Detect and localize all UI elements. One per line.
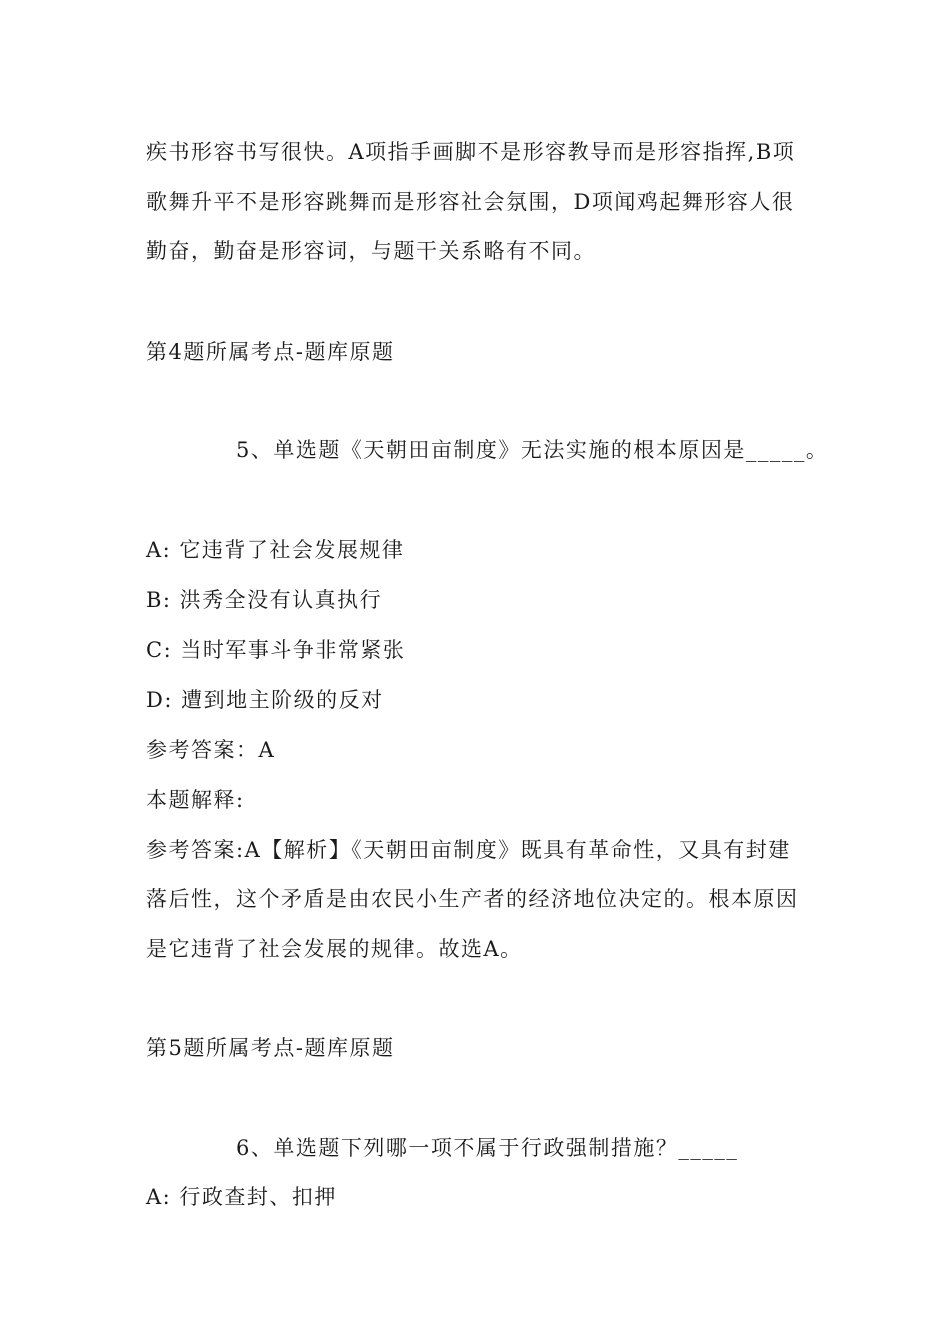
question-title: 6、单选题下列哪一项不属于行政强制措施？_____ xyxy=(236,1136,739,1160)
explanation-line: 是它违背了社会发展的规律。故选A。 xyxy=(146,937,523,961)
explanation-line: 落后性，这个矛盾是由农民小生产者的经济地位决定的。根本原因 xyxy=(146,887,799,911)
question-title: 5、单选题《天朝田亩制度》无法实施的根本原因是_____。 xyxy=(236,438,829,462)
option-a: A: 行政查封、扣押 xyxy=(146,1185,337,1209)
question-source-label: 第4题所属考点-题库原题 xyxy=(146,340,395,364)
option-c: C: 当时军事斗争非常紧张 xyxy=(146,638,406,662)
explanation-line: 歌舞升平不是形容跳舞而是形容社会氛围，D项闻鸡起舞形容人很 xyxy=(146,190,795,214)
option-d: D: 遭到地主阶级的反对 xyxy=(146,688,384,712)
question-source-label: 第5题所属考点-题库原题 xyxy=(146,1036,395,1060)
explanation-label: 本题解释: xyxy=(146,788,245,812)
reference-answer: 参考答案：A xyxy=(146,738,276,762)
option-a: A: 它违背了社会发展规律 xyxy=(146,538,405,562)
explanation-line: 疾书形容书写很快。A项指手画脚不是形容教导而是形容指挥,B项 xyxy=(146,140,796,164)
explanation-line: 参考答案:A【解析】《天朝田亩制度》既具有革命性，又具有封建 xyxy=(146,838,791,862)
explanation-line: 勤奋，勤奋是形容词，与题干关系略有不同。 xyxy=(146,239,596,263)
option-b: B: 洪秀全没有认真执行 xyxy=(146,588,383,612)
